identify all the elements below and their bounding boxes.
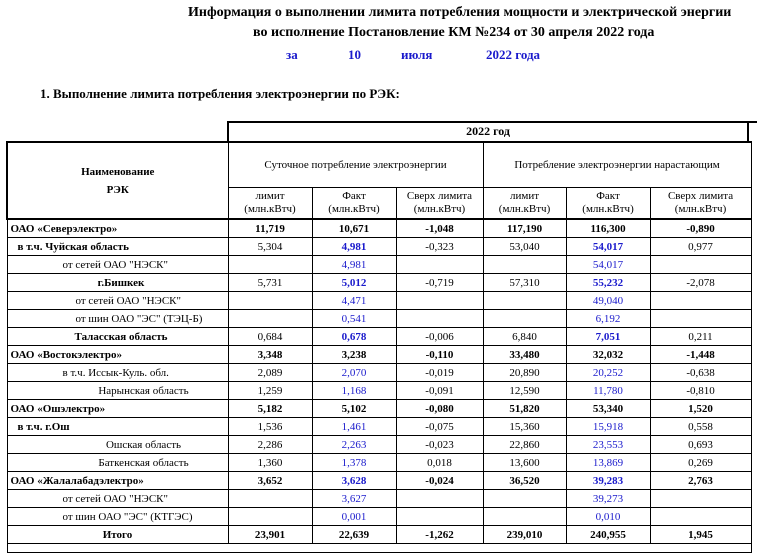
cell-daily-over: 0,018: [396, 454, 483, 472]
name-header: Наименование РЭК: [7, 142, 228, 219]
cell-cum-limit: 15,360: [483, 418, 566, 436]
cell-cum-fact: 32,032: [566, 346, 650, 364]
cell-daily-over: [396, 490, 483, 508]
cell-daily-fact: 5,012: [312, 274, 396, 292]
cell-daily-limit: [228, 292, 312, 310]
date-year: 2022 года: [486, 47, 541, 62]
table-row: [7, 219, 751, 238]
cell-daily-fact: 3,238: [312, 346, 396, 364]
cell-cum-limit: 53,040: [483, 238, 566, 256]
cell-cum-over: [650, 256, 751, 274]
row-name: от шин ОАО "ЭС" (КТГЭС): [7, 508, 228, 526]
cell-daily-over: -0,019: [396, 364, 483, 382]
table-row: [7, 256, 751, 274]
cell-daily-fact: 1,461: [312, 418, 396, 436]
cell-cum-over: 0,558: [650, 418, 751, 436]
row-name: от сетей ОАО "НЭСК": [7, 292, 228, 310]
cell-daily-fact: 0,678: [312, 328, 396, 346]
cell-cum-over: -2,078: [650, 274, 751, 292]
table-row: [7, 526, 751, 544]
cell-cum-fact: 7,051: [566, 328, 650, 346]
year-header: 2022 год: [466, 124, 510, 138]
cell-daily-fact: 0,001: [312, 508, 396, 526]
cell-daily-limit: 5,731: [228, 274, 312, 292]
table-row: [7, 292, 751, 310]
cell-cum-over: [650, 508, 751, 526]
report-title: Информация о выполнении лимита потребления мощности и электрической энергии: [188, 5, 732, 20]
cell-daily-over: -0,023: [396, 436, 483, 454]
cell-cum-limit: 12,590: [483, 382, 566, 400]
cell-daily-limit: 11,719: [228, 219, 312, 238]
col-daily-over: Сверх лимита (млн.кВтч): [396, 188, 483, 220]
cell-daily-over: -0,719: [396, 274, 483, 292]
row-name: ОАО «Жалалабадэлектро»: [7, 472, 228, 490]
cell-daily-fact: 10,671: [312, 219, 396, 238]
col-cum-limit: лимит (млн.кВтч): [483, 188, 566, 220]
row-name: Итого: [7, 526, 228, 544]
row-name: Баткенская область: [7, 454, 228, 472]
cell-cum-over: [650, 292, 751, 310]
cell-daily-over: -0,323: [396, 238, 483, 256]
cell-cum-fact: 15,918: [566, 418, 650, 436]
row-name: ОАО «Северэлектро»: [7, 219, 228, 238]
row-name: Ошская область: [7, 436, 228, 454]
cell-daily-limit: 5,304: [228, 238, 312, 256]
cell-daily-limit: 1,259: [228, 382, 312, 400]
cell-cum-over: 0,977: [650, 238, 751, 256]
col-cum-fact: Факт (млн.кВтч): [566, 188, 650, 220]
col-daily-fact: Факт (млн.кВтч): [312, 188, 396, 220]
row-name: в т.ч. Чуйская область: [7, 238, 228, 256]
cell-daily-over: -0,091: [396, 382, 483, 400]
cell-cum-fact: 55,232: [566, 274, 650, 292]
cell-cum-limit: [483, 490, 566, 508]
cell-daily-over: [396, 508, 483, 526]
table-row: [7, 274, 751, 292]
cell-cum-limit: 57,310: [483, 274, 566, 292]
cell-cum-fact: 39,273: [566, 490, 650, 508]
table-row: [7, 328, 751, 346]
cell-cum-limit: [483, 310, 566, 328]
date-prefix: за: [286, 47, 298, 62]
cell-cum-over: 1,945: [650, 526, 751, 544]
cell-cum-over: -0,890: [650, 219, 751, 238]
cell-cum-fact: 23,553: [566, 436, 650, 454]
row-name: г.Бишкек: [7, 274, 228, 292]
cell-daily-over: -0,006: [396, 328, 483, 346]
cell-daily-over: [396, 292, 483, 310]
table-row: [7, 238, 751, 256]
cell-cum-fact: 6,192: [566, 310, 650, 328]
cell-cum-limit: 36,520: [483, 472, 566, 490]
row-name: Таласская область: [7, 328, 228, 346]
cell-daily-limit: 0,684: [228, 328, 312, 346]
cell-cum-fact: 0,010: [566, 508, 650, 526]
cell-cum-fact: 53,340: [566, 400, 650, 418]
row-name: от сетей ОАО "НЭСК": [7, 490, 228, 508]
cell-cum-limit: [483, 256, 566, 274]
cell-cum-fact: 39,283: [566, 472, 650, 490]
cell-cum-over: [650, 310, 751, 328]
year-band-right: [747, 121, 749, 142]
group-daily-header: Суточное потребление электроэнергии: [228, 142, 483, 188]
cell-daily-over: [396, 256, 483, 274]
cell-daily-limit: [228, 310, 312, 328]
cell-daily-over: -0,080: [396, 400, 483, 418]
table-row: [7, 382, 751, 400]
year-band-top: [228, 121, 757, 123]
cell-daily-limit: [228, 490, 312, 508]
table-row: [7, 490, 751, 508]
cell-cum-limit: 20,890: [483, 364, 566, 382]
cell-daily-fact: 3,628: [312, 472, 396, 490]
cell-cum-over: -0,638: [650, 364, 751, 382]
cell-cum-fact: 240,955: [566, 526, 650, 544]
date-day: 10: [348, 47, 361, 62]
cell-daily-fact: 22,639: [312, 526, 396, 544]
cell-cum-fact: 49,040: [566, 292, 650, 310]
table-row: [7, 436, 751, 454]
table-row: [7, 418, 751, 436]
cell-daily-fact: 2,070: [312, 364, 396, 382]
table-footer-row: [7, 544, 751, 553]
rek-table: [6, 141, 752, 553]
table-row: [7, 310, 751, 328]
cell-daily-over: [396, 310, 483, 328]
cell-daily-limit: [228, 508, 312, 526]
row-name: от сетей ОАО "НЭСК": [7, 256, 228, 274]
cell-cum-over: 0,269: [650, 454, 751, 472]
cell-cum-fact: 54,017: [566, 256, 650, 274]
cell-cum-over: -0,810: [650, 382, 751, 400]
cell-cum-limit: 13,600: [483, 454, 566, 472]
cell-cum-limit: [483, 508, 566, 526]
cell-daily-limit: 23,901: [228, 526, 312, 544]
cell-daily-fact: 1,378: [312, 454, 396, 472]
cell-cum-over: -1,448: [650, 346, 751, 364]
cell-daily-over: -1,262: [396, 526, 483, 544]
table-footer-cell: [7, 544, 751, 553]
row-name: ОАО «Ошэлектро»: [7, 400, 228, 418]
cell-daily-limit: [228, 256, 312, 274]
group-cumulative-header: Потребление электроэнергии нарастающим: [483, 142, 751, 188]
cell-daily-over: -0,024: [396, 472, 483, 490]
col-daily-limit: лимит (млн.кВтч): [228, 188, 312, 220]
cell-daily-fact: 5,102: [312, 400, 396, 418]
cell-cum-fact: 13,869: [566, 454, 650, 472]
table-row: [7, 346, 751, 364]
date-month: июля: [401, 47, 433, 62]
cell-daily-over: -0,075: [396, 418, 483, 436]
table-row: [7, 364, 751, 382]
cell-cum-over: 0,211: [650, 328, 751, 346]
row-name: ОАО «Востокэлектро»: [7, 346, 228, 364]
table-row: [7, 472, 751, 490]
cell-daily-fact: 1,168: [312, 382, 396, 400]
cell-cum-limit: 33,480: [483, 346, 566, 364]
cell-cum-over: [650, 490, 751, 508]
row-name: в т.ч. Иссык-Куль. обл.: [7, 364, 228, 382]
cell-daily-fact: 4,981: [312, 238, 396, 256]
table-row: [7, 454, 751, 472]
cell-daily-limit: 5,182: [228, 400, 312, 418]
cell-cum-limit: 239,010: [483, 526, 566, 544]
cell-cum-limit: [483, 292, 566, 310]
cell-daily-limit: 2,286: [228, 436, 312, 454]
cell-cum-fact: 116,300: [566, 219, 650, 238]
cell-daily-fact: 4,471: [312, 292, 396, 310]
cell-cum-limit: 6,840: [483, 328, 566, 346]
cell-cum-over: 0,693: [650, 436, 751, 454]
col-cum-over: Сверх лимита (млн.кВтч): [650, 188, 751, 220]
section-title: 1. Выполнение лимита потребления электроэнергии по РЭК:: [40, 86, 400, 101]
cell-daily-limit: 1,536: [228, 418, 312, 436]
cell-daily-limit: 2,089: [228, 364, 312, 382]
cell-daily-fact: 2,263: [312, 436, 396, 454]
cell-cum-over: 2,763: [650, 472, 751, 490]
row-name: от шин ОАО "ЭС" (ТЭЦ-Б): [7, 310, 228, 328]
cell-daily-fact: 0,541: [312, 310, 396, 328]
cell-cum-limit: 117,190: [483, 219, 566, 238]
cell-daily-fact: 4,981: [312, 256, 396, 274]
cell-daily-limit: 3,348: [228, 346, 312, 364]
cell-daily-over: -0,110: [396, 346, 483, 364]
cell-cum-limit: 51,820: [483, 400, 566, 418]
row-name: Нарынская область: [7, 382, 228, 400]
report-subtitle: во исполнение Постановление КМ №234 от 30 апреля 2022 года: [253, 25, 655, 40]
cell-daily-fact: 3,627: [312, 490, 396, 508]
row-name: в т.ч. г.Ош: [7, 418, 228, 436]
table-row: [7, 508, 751, 526]
table-row: [7, 400, 751, 418]
cell-daily-limit: 3,652: [228, 472, 312, 490]
cell-cum-fact: 54,017: [566, 238, 650, 256]
cell-cum-limit: 22,860: [483, 436, 566, 454]
cell-cum-fact: 20,252: [566, 364, 650, 382]
cell-daily-limit: 1,360: [228, 454, 312, 472]
cell-cum-over: 1,520: [650, 400, 751, 418]
cell-cum-fact: 11,780: [566, 382, 650, 400]
cell-daily-over: -1,048: [396, 219, 483, 238]
